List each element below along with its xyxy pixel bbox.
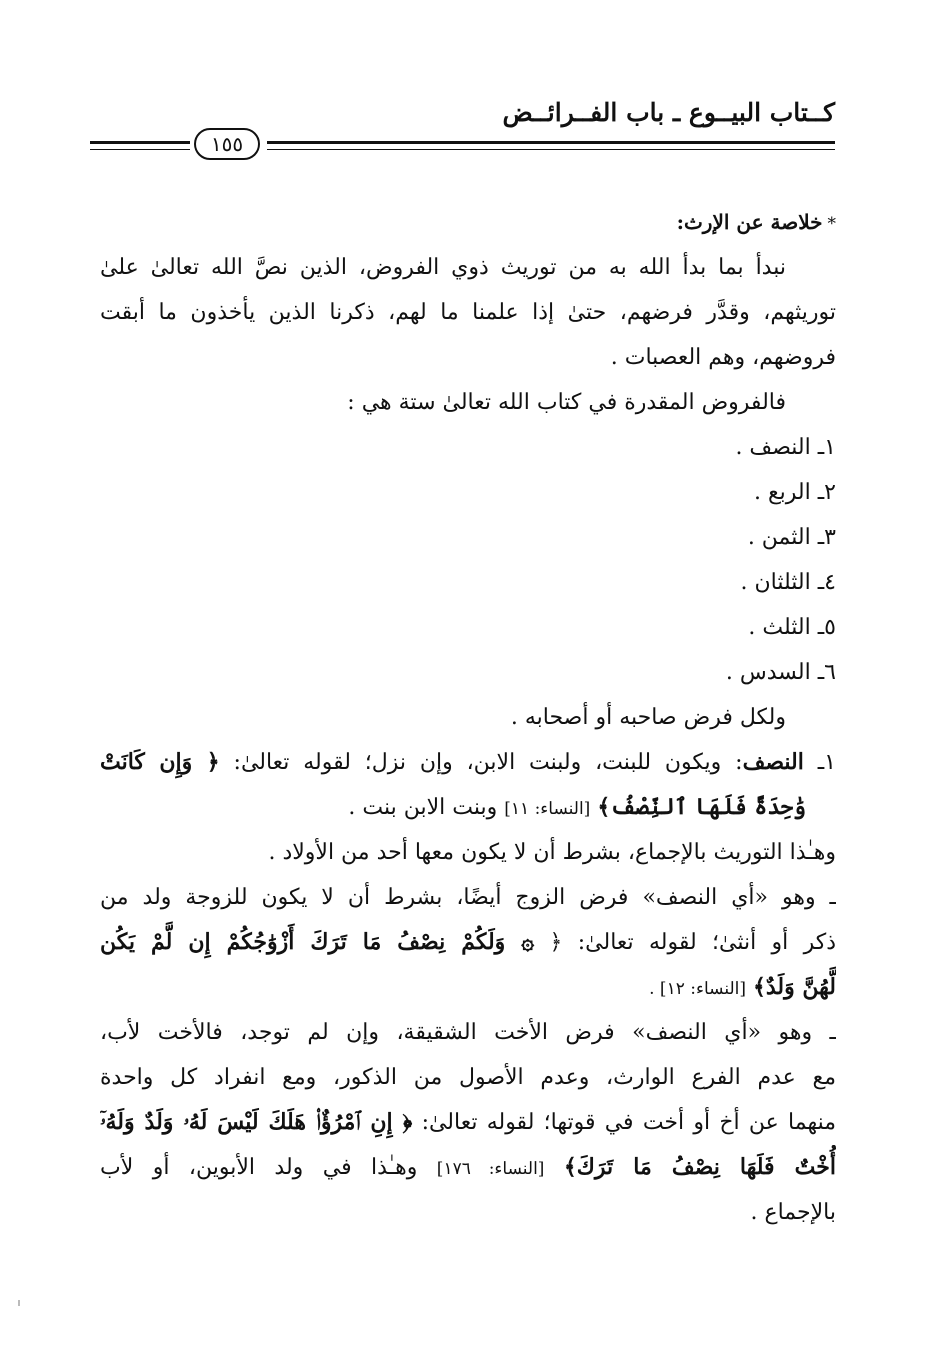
- verse-reference: [النساء: ١٧٦]: [436, 1159, 545, 1179]
- paragraph-line: توريثهم، وقدَّر فرضهم، حتىٰ إذا علمنا ما لهم، ذكرنا الذين يأخذون ما أبقت: [100, 300, 836, 325]
- verse-reference: [النساء: ١٢] .: [649, 979, 746, 999]
- item-half-line: وَٰحِدَةً فَلَهَا ٱلنِّصْفُ﴾ [النساء: ١١] وبنت الابن بنت .: [348, 794, 806, 820]
- list-item: ٤ـ الثلثان .: [740, 570, 836, 595]
- list-item: ٣ـ الثمن .: [747, 525, 836, 550]
- paragraph-line: فروضهم، وهم العصبات .: [610, 345, 836, 370]
- list-item: ٢ـ الربع .: [753, 480, 836, 505]
- item-half-line: ١ـ النصف: ويكون للبنت، ولبنت الابن، وإن نزل؛ لقوله تعالىٰ: ﴿ وَإِن كَانَتْ: [100, 749, 836, 775]
- quran-verse: وَٰحِدَةً فَلَهَا ٱلنِّصْفُ﴾: [597, 794, 806, 820]
- paragraph-line: [100, 965, 836, 1010]
- list-item: ٦ـ السدس .: [725, 660, 836, 685]
- scan-mark: [18, 1300, 20, 1306]
- list-item: ٥ـ الثلث .: [748, 615, 836, 640]
- section-heading: *خلاصة عن الإرث:: [676, 210, 836, 234]
- paragraph-line: ذكر أو أنثىٰ؛ لقوله تعالىٰ: ﴿ ۞ وَلَكُمْ نِصْفُ مَا تَرَكَ أَزْوَٰجُكُمْ إِن لَّمْ يَكُن: [100, 929, 836, 955]
- paragraph-line: منهما عن أخ أو أخت في قوتها؛ لقوله تعالىٰ: ﴿ إِنِ ٱمْرُؤٌا۟ هَلَكَ لَيْسَ لَهُۥ وَلَدٌ وَلَهُۥٓ: [100, 1109, 836, 1135]
- paragraph-line: وهـٰذا التوريث بالإجماع، بشرط أن لا يكون معها أحد من الأولاد .: [268, 840, 836, 865]
- quran-verse: ۞ وَلَكُمْ نِصْفُ مَا تَرَكَ أَزْوَٰجُكُمْ إِن لَّمْ يَكُن: [100, 929, 535, 955]
- page-body: [100, 200, 836, 1235]
- paragraph-line: فالفروض المقدرة في كتاب الله تعالىٰ ستة هي :: [347, 390, 786, 415]
- paragraph-line: ولكل فرض صاحبه أو أصحابه .: [510, 705, 786, 730]
- quran-verse: أُخْتٌ فَلَهَا نِصْفُ مَا تَرَكَ﴾: [563, 1154, 836, 1180]
- list-item: ١ـ النصف .: [735, 435, 836, 460]
- page-number-badge: ١٥٥: [194, 128, 260, 160]
- quran-verse: ﴿ إِنِ ٱمْرُؤٌا۟ هَلَكَ لَيْسَ لَهُۥ وَلَدٌ وَلَهُۥٓ: [100, 1109, 413, 1135]
- asterisk-icon: *: [827, 214, 836, 234]
- paragraph-line: ـ وهو «أي النصف» فرض الأخت الشقيقة، وإن لم توجد، فالأخت لأب،: [100, 1020, 836, 1045]
- paragraph-line: بالإجماع .: [750, 1200, 836, 1225]
- paragraph-line: أُخْتٌ فَلَهَا نِصْفُ مَا تَرَكَ﴾ [النساء: ١٧٦] وهـٰذا في ولد الأبوين، أو لأب: [100, 1154, 836, 1180]
- header-rule-left: [90, 141, 190, 150]
- header-rule-right: [267, 141, 835, 150]
- verse-reference: [النساء: ١١]: [504, 799, 591, 819]
- page-header: [90, 98, 835, 158]
- term-label: النصف: [742, 749, 804, 775]
- running-title: كــتاب البيــوع ـ باب الفــرائــض: [502, 98, 835, 127]
- quran-verse: لَّهُنَّ وَلَدٌ﴾: [752, 974, 836, 1000]
- paragraph-line: نبدأ بما بدأ الله به من توريث ذوي الفروض، الذين نصَّ الله تعالىٰ علىٰ: [100, 255, 786, 280]
- quran-verse: ﴿ وَإِن كَانَتْ: [100, 749, 220, 775]
- paragraph-line: مع عدم الفرع الوارث، وعدم الأصول من الذكور، ومع انفراد كل واحدة: [100, 1065, 836, 1090]
- paragraph-line: ـ وهو «أي النصف» فرض الزوج أيضًا، بشرط أن لا يكون للزوجة ولد من: [100, 885, 836, 910]
